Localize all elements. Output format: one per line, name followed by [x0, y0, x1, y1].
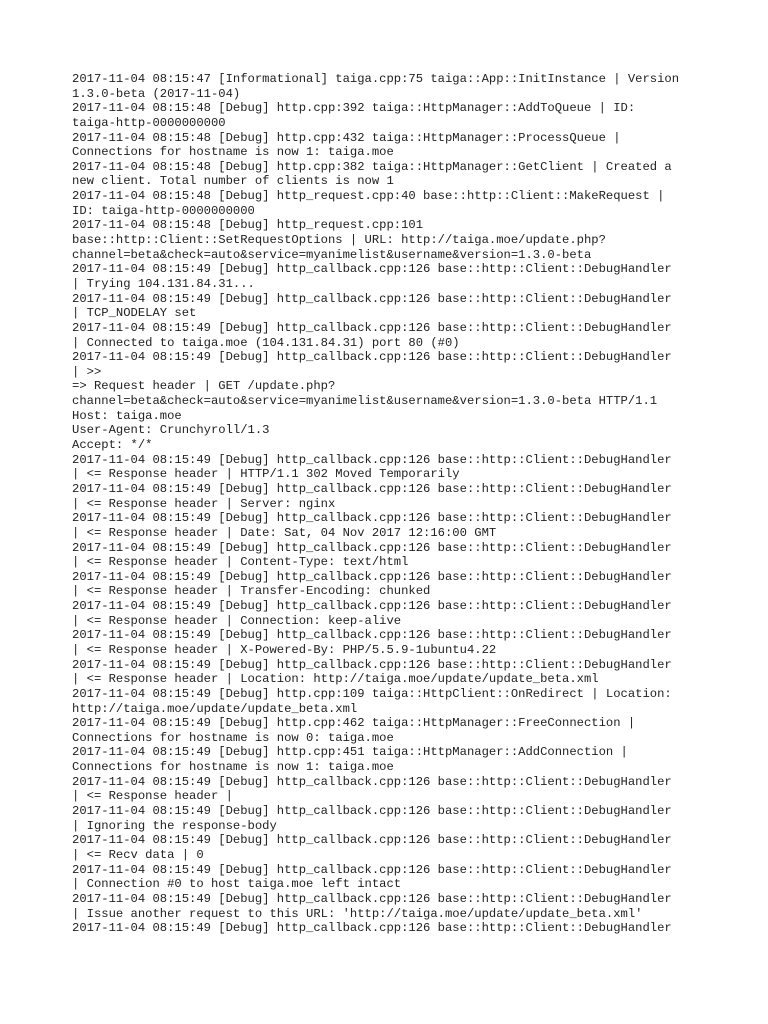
log-line: 2017-11-04 08:15:49 [Debug] http_callback.cpp:126 base::http::Client::DebugHandler [72, 540, 672, 555]
log-line: 2017-11-04 08:15:49 [Debug] http_callback.cpp:126 base::http::Client::DebugHandler [72, 291, 672, 306]
log-line: | <= Response header | [72, 789, 233, 804]
log-line: | Trying 104.131.84.31... [72, 276, 255, 291]
log-line: | <= Response header | Transfer-Encoding: chunked [72, 584, 431, 599]
log-line: User-Agent: Crunchyroll/1.3 [72, 423, 270, 438]
log-line: Connections for hostname is now 0: taiga.moe [72, 730, 394, 745]
log-line: 2017-11-04 08:15:49 [Debug] http_callback.cpp:126 base::http::Client::DebugHandler [72, 569, 672, 584]
log-line: 2017-11-04 08:15:49 [Debug] http_callback.cpp:126 base::http::Client::DebugHandler [72, 628, 672, 643]
log-line: channel=beta&check=auto&service=myanimelist&username&version=1.3.0-beta [72, 247, 592, 262]
log-line: channel=beta&check=auto&service=myanimelist&username&version=1.3.0-beta HTTP/1.1 [72, 394, 658, 409]
log-line: | Connection #0 to host taiga.moe left intact [72, 877, 402, 892]
log-line: 2017-11-04 08:15:48 [Debug] http.cpp:432 taiga::HttpManager::ProcessQueue | [72, 130, 621, 145]
log-line: | <= Recv data | 0 [72, 847, 204, 862]
log-line: Host: taiga.moe [72, 408, 182, 423]
log-line: 2017-11-04 08:15:49 [Debug] http_callback.cpp:126 base::http::Client::DebugHandler [72, 599, 672, 614]
log-line: ID: taiga-http-0000000000 [72, 203, 255, 218]
log-line: 2017-11-04 08:15:48 [Debug] http.cpp:392 taiga::HttpManager::AddToQueue | ID: [72, 101, 636, 116]
log-line: 2017-11-04 08:15:49 [Debug] http_callback.cpp:126 base::http::Client::DebugHandler [72, 481, 672, 496]
log-line: 2017-11-04 08:15:49 [Debug] http_callback.cpp:126 base::http::Client::DebugHandler [72, 350, 672, 365]
log-line: 2017-11-04 08:15:49 [Debug] http_callback.cpp:126 base::http::Client::DebugHandler [72, 320, 672, 335]
log-line: 2017-11-04 08:15:48 [Debug] http_request.cpp:101 [72, 218, 424, 233]
log-line: | <= Response header | X-Powered-By: PHP/5.5.9-1ubuntu4.22 [72, 642, 497, 657]
log-line: 2017-11-04 08:15:49 [Debug] http.cpp:462 taiga::HttpManager::FreeConnection | [72, 716, 636, 731]
log-line: 2017-11-04 08:15:49 [Debug] http_callback.cpp:126 base::http::Client::DebugHandler [72, 921, 672, 936]
log-line: Connections for hostname is now 1: taiga.moe [72, 760, 394, 775]
log-line: 2017-11-04 08:15:49 [Debug] http_callback.cpp:126 base::http::Client::DebugHandler [72, 452, 672, 467]
log-line: 2017-11-04 08:15:49 [Debug] http_callback.cpp:126 base::http::Client::DebugHandler [72, 511, 672, 526]
log-line: 2017-11-04 08:15:49 [Debug] http_callback.cpp:126 base::http::Client::DebugHandler [72, 804, 672, 819]
log-line: 2017-11-04 08:15:49 [Debug] http.cpp:109 taiga::HttpClient::OnRedirect | Location: [72, 686, 672, 701]
log-line: | Ignoring the response-body [72, 818, 277, 833]
log-line: 2017-11-04 08:15:49 [Debug] http.cpp:451 taiga::HttpManager::AddConnection | [72, 745, 628, 760]
log-line: | >> [72, 364, 102, 379]
log-line: 1.3.0-beta (2017-11-04) [72, 86, 241, 101]
log-line: | TCP_NODELAY set [72, 306, 197, 321]
log-line: => Request header | GET /update.php? [72, 379, 336, 394]
log-line: 2017-11-04 08:15:48 [Debug] http_request.cpp:40 base::http::Client::MakeRequest | [72, 189, 665, 204]
log-line: | <= Response header | Content-Type: text/html [72, 555, 409, 570]
log-line: | <= Response header | Date: Sat, 04 Nov 2017 12:16:00 GMT [72, 525, 497, 540]
log-line: Accept: */* [72, 438, 153, 453]
log-line: 2017-11-04 08:15:49 [Debug] http_callback.cpp:126 base::http::Client::DebugHandler [72, 891, 672, 906]
log-line: 2017-11-04 08:15:49 [Debug] http_callback.cpp:126 base::http::Client::DebugHandler [72, 774, 672, 789]
log-line: 2017-11-04 08:15:49 [Debug] http_callback.cpp:126 base::http::Client::DebugHandler [72, 833, 672, 848]
log-line: | <= Response header | Connection: keep-alive [72, 613, 402, 628]
log-line: | Connected to taiga.moe (104.131.84.31) port 80 (#0) [72, 335, 460, 350]
log-text-block [72, 72, 702, 936]
log-line: base::http::Client::SetRequestOptions | URL: http://taiga.moe/update.php? [72, 233, 606, 248]
log-line: | Issue another request to this URL: 'http://taiga.moe/update/update_beta.xml' [72, 906, 643, 921]
log-line: | <= Response header | Server: nginx [72, 496, 336, 511]
log-line: | <= Response header | HTTP/1.1 302 Moved Temporarily [72, 467, 460, 482]
log-line: | <= Response header | Location: http://taiga.moe/update/update_beta.xml [72, 672, 599, 687]
log-line: 2017-11-04 08:15:47 [Informational] taiga.cpp:75 taiga::App::InitInstance | Version [72, 72, 680, 86]
log-line: 2017-11-04 08:15:49 [Debug] http_callback.cpp:126 base::http::Client::DebugHandler [72, 657, 672, 672]
log-line: 2017-11-04 08:15:48 [Debug] http.cpp:382 taiga::HttpManager::GetClient | Created a [72, 159, 672, 174]
log-line: new client. Total number of clients is now 1 [72, 174, 394, 189]
log-line: http://taiga.moe/update/update_beta.xml [72, 701, 358, 716]
log-line: 2017-11-04 08:15:49 [Debug] http_callback.cpp:126 base::http::Client::DebugHandler [72, 262, 672, 277]
log-line: taiga-http-0000000000 [72, 115, 226, 130]
log-line: Connections for hostname is now 1: taiga.moe [72, 145, 394, 160]
log-line: 2017-11-04 08:15:49 [Debug] http_callback.cpp:126 base::http::Client::DebugHandler [72, 862, 672, 877]
